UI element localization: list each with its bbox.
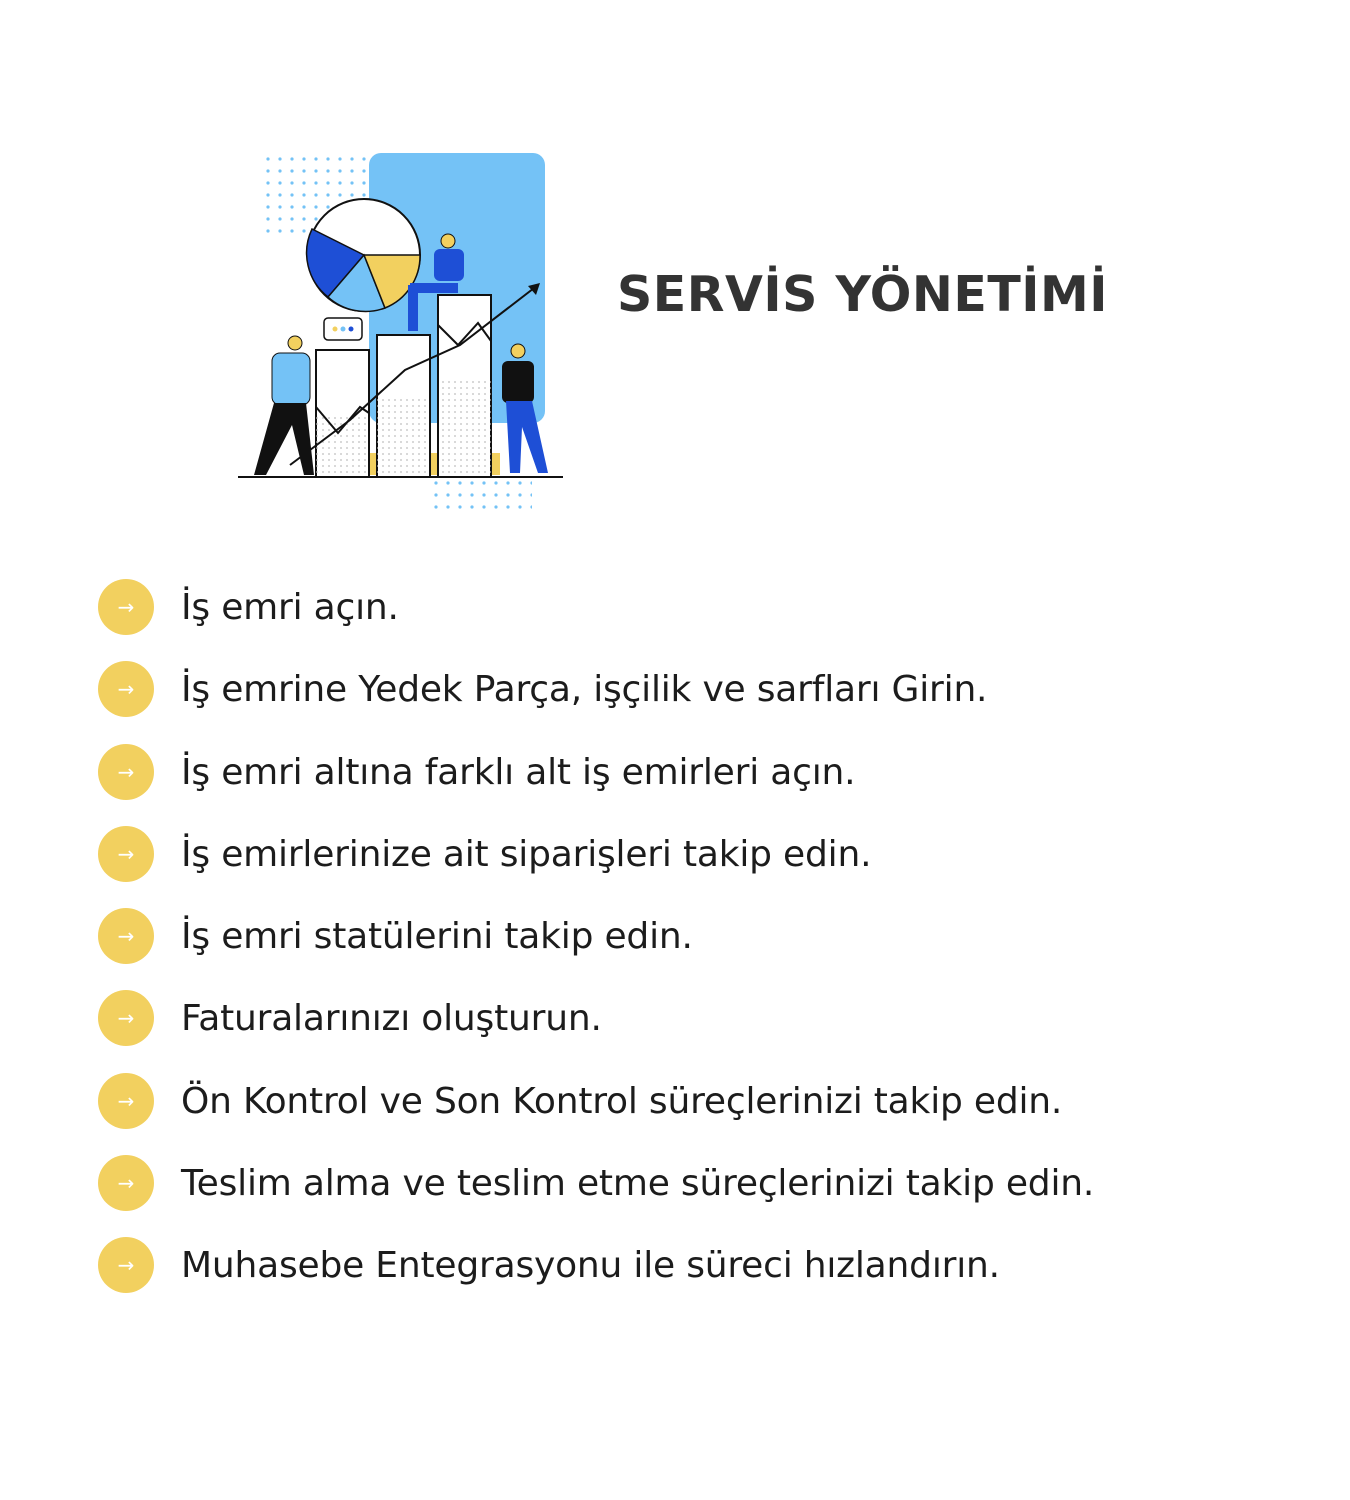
feature-text: İş emrine Yedek Parça, işçilik ve sarfları Girin. bbox=[181, 669, 988, 711]
feature-list bbox=[98, 578, 1094, 1319]
feature-text: Faturalarınızı oluşturun. bbox=[181, 998, 602, 1040]
arrow-right-icon: → bbox=[98, 826, 154, 882]
list-item bbox=[98, 825, 1094, 907]
list-item bbox=[98, 743, 1094, 825]
person-left-figure bbox=[254, 336, 314, 475]
arrow-right-icon: → bbox=[98, 661, 154, 717]
business-analytics-illustration bbox=[230, 145, 575, 520]
arrow-right-icon: → bbox=[98, 1073, 154, 1129]
arrow-right-icon: → bbox=[98, 990, 154, 1046]
feature-text: Teslim alma ve teslim etme süreçlerinizi takip edin. bbox=[181, 1163, 1095, 1205]
feature-text: Muhasebe Entegrasyonu ile süreci hızlandırın. bbox=[181, 1245, 1000, 1287]
illustration-graphic bbox=[230, 145, 575, 520]
list-item bbox=[98, 1072, 1094, 1154]
arrow-right-icon: → bbox=[98, 1155, 154, 1211]
list-item bbox=[98, 989, 1094, 1071]
feature-text: İş emri altına farklı alt iş emirleri açın. bbox=[181, 751, 856, 793]
list-item bbox=[98, 578, 1094, 660]
arrow-right-icon: → bbox=[98, 908, 154, 964]
feature-text: İş emri açın. bbox=[181, 587, 399, 628]
arrow-right-icon: → bbox=[98, 1237, 154, 1293]
bar-texture bbox=[438, 380, 491, 477]
feature-text: Ön Kontrol ve Son Kontrol süreçlerinizi takip edin. bbox=[181, 1080, 1063, 1122]
arrow-right-icon: → bbox=[98, 744, 154, 800]
feature-text: İş emirlerinize ait siparişleri takip edin. bbox=[181, 833, 872, 875]
arrow-right-icon: → bbox=[98, 579, 154, 635]
dot-grid-decoration-bottom bbox=[432, 481, 532, 517]
list-item bbox=[98, 907, 1094, 989]
bar-texture bbox=[377, 395, 430, 477]
bar-texture bbox=[316, 415, 369, 477]
list-item bbox=[98, 660, 1094, 742]
list-item bbox=[98, 1236, 1094, 1318]
feature-text: İş emri statülerini takip edin. bbox=[181, 916, 693, 958]
page-title: SERVİS YÖNETİMİ bbox=[617, 266, 1109, 323]
list-item bbox=[98, 1154, 1094, 1236]
